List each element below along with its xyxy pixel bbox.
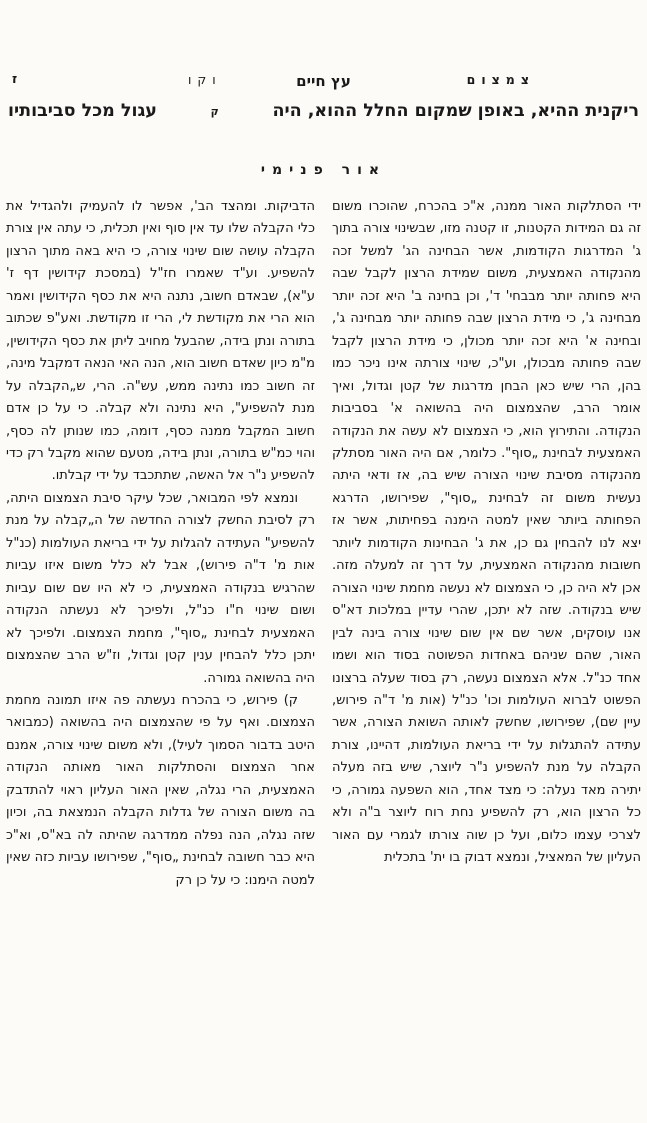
paragraph: ק) פירוש, כי בהכרח נעשתה פה איזו תמונה מחמת הצמצום. ואף על פי שהצמצום היה בהשואה (כמבואר היטב בדבור הסמוך לעיל), ולא משום שינוי צורה, אמנם אחר הצמצום והסתלקות האור מאותה הנקודה האמצעית, הרי נגלה, שאין האור העליון ראוי להתדבק בה משום הצורה של גדלות הקבלה הנמצאת בה, וכיון שזה נגלה, הנה נפלה ממדרגה שהיתה לה בא"ס, וא"כ היא כבר חשובה לבחינת „סוף", שפירושו עביות כזה שאין למטה הימנו: כי על כן רק <box>6 692 315 888</box>
right-column <box>332 196 641 892</box>
header-book-title: עץ חיים <box>296 72 351 90</box>
header-section-name-left: וקו <box>188 72 222 87</box>
quote-text-before-marker: ריקנית ההיא, באופן שמקום החלל ההוא, היה <box>272 101 639 121</box>
paragraph: ידי הסתלקות האור ממנה, א"כ בהכרח, שהוכרו משום זה גם המידות הקטנות, זו קטנה מזו, שבשינוי צורה בתוך ג' המדרגות הקודמות, אשר הבחינה הג' למשל זכה מהנקודה האמצעית, משום שמידת הרצון לקבל שבה היא פחותה יותר מבבחי' ד', וכן בחינה ב' היא זכה יותר מבחינה ג', כי מידת הרצון שבה פחותה יותר מבחינה ג', ובחינה א' היא זכה יותר מכולן, כי מידת הרצון לקבל שבה פחותה מבכולן, וע"כ, שינוי צורתה אינו ניכר כמו בהן, הרי שיש כאן הבחן מדרגות של קטן וגדול, ואיך אומר הרב, שהצמצום היה בהשואה א' בסביבות הנקודה. והתירוץ הוא, כי הצמצום לא עשה את הנקודה האמצעית לבחינת „סוף". כלומר, אם היה האור מסתלק מהנקודה מסיבת שינוי הצורה שיש בה, אז ודאי היתה נעשית משום זה לבחינת „סוף", שפירושו, הדרגא הפחותה ביותר שאין למטה הימנה בפחיתות, אשר אז יצא לנו להבחין גם כן, את ג' הבחינות הקודמות ליותר חשובות מהנקודה האמצעית, על דרך זה למעלה מזה. אכן לא היה כן, כי הצמצום לא נעשה מחמת שינוי הצורה שיש בנקודה. שזה לא יתכן, שהרי עדיין במלכות דא"ס אנו עוסקים, אשר שם אין שום שינוי צורה בינה לבין האור, שהם שניהם באחדות הפשוטה בסוד הוא ושמו אחד כנ"ל. אלא הצמצום נעשה, רק בסוד שעלה ברצונו הפשוט לברוא העולמות וכו' כנ"ל (אות מ' ד"ה פירוש, עיין שם), שפירושו, שחשק לאותה השואת הצורה, אשר עתידה להתגלות על ידי בריאת העולמות, דהיינו, צורת הקבלה על מנת להשפיע נ"ר ליוצר, שיש בזה מעלה יתירה מאד נעלה: כי מצד אחד, הוא השפעה גמורה, כי כל הרצון הוא, רק להשפיע נחת רוח ליוצר ב"ה ולא לצרכי עצמו כלום, ועל כן שוה צורתו לגמרי עם האור העליון של המאציל, ונמצא דבוק בו ית' בתכלית <box>332 199 641 866</box>
or-pnimi-section-heading: אור פנימי <box>260 162 387 178</box>
footnote-marker-kuf: ק <box>210 105 219 118</box>
header-page-number: ז <box>12 72 18 87</box>
left-column <box>6 196 315 892</box>
etz-chaim-quote-line <box>8 101 639 121</box>
paragraph: ונמצא לפי המבואר, שכל עיקר סיבת הצמצום היתה, רק לסיבת החשק לצורה החדשה של ה„קבלה על מנת להשפיע" העתידה להגלות על ידי בריאת העולמות (כנ"ל אות מ' ד"ה פירוש), אבל לא כלל משום איזו עביות שהרגיש בנקודה האמצעית, כי לא היו שם שום עביות ושום שינוי ח"ו כנ"ל, ולפיכך לא נעשתה הנקודה האמצעית לבחינת „סוף", מחמת הצמצום. ולפיכך לא יתכן כלל להבחין ענין קטן וגדול, וז"ש הרב שהצמצום היה בהשואה גמורה. <box>6 490 315 686</box>
paragraph: הדביקות. ומהצד הב', אפשר לו להעמיק ולהגדיל את כלי הקבלה שלו עד אין סוף ואין תכלית, כי עתה אין צורת הקבלה עושה שום שינוי צורה, כי היא באה מתוך הרצון להשפיע. וע"ד שאמרו חז"ל (במסכת קידושין דף ז' ע"א), שבאדם חשוב, נתנה היא את כסף הקידושין ואמר הוא הרי את מקודשת לי, הרי זו מקודשת. ואע"פ שכתוב בתורה ונתן בידה, שהבעל מחויב ליתן את כסף הקידושין, מ"מ כיון שאדם חשוב הוא, הנה האי הנאה דמקבל מינה, זה חשוב כמו נתינה ממש, עש"ה. הרי, ש„הקבלה על מנת להשפיע", היא נתינה ולא קבלה. כי על כן אדם חשוב המקבל ממנה כסף, דומה, כמו שנותן לה כסף, והוי כמ"ש בתורה, ונתן בידה, מטעם שהוא מקבל רק כדי להשפיע נ"ר אל האשה, שתתכבד על ידי קבלתו. <box>6 199 315 484</box>
text-columns <box>6 196 641 892</box>
running-header <box>0 72 647 94</box>
header-section-name-right: צמצום <box>466 72 535 87</box>
quote-text-after-marker: עגול מכל סביבותיו <box>8 101 157 121</box>
